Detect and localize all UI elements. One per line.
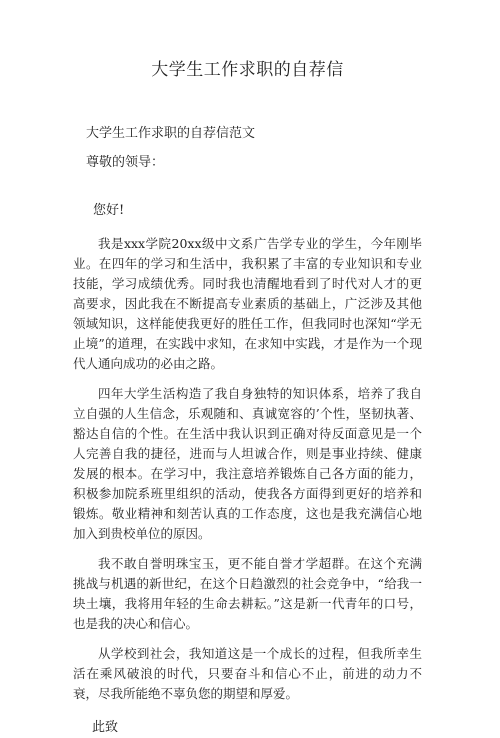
body-paragraph-1: 我是xxx学院20xx级中文系广告学专业的学生，今年刚毕业。在四年的学习和生活中，我积累了丰富的专业知识和专业技能，学习成绩优秀。同时我也清醒地看到了时代对人才的更高要求，因此我在不断提高专业素质的基础上，广泛涉及其他领域知识，这样能使我更好的胜任工作，但我同时也深知“学无止境”的道理，在实践中求知，在求知中实践，才是作为一个现代人通向成功的必由之路。 [73, 236, 422, 371]
body-paragraph-2: 四年大学生活构造了我自身独特的知识体系，培养了我自立自强的人生信念，乐观随和、真诚宽容的’个性，坚韧执著、豁达自信的个性。在生活中我认识到正确对待反面意见是一个人完善自我的捷径，进而与人坦诚合作，则是事业持续、健康发展的根本。在学习中，我注意培养锻炼自己各方面的能力，积极参加院系班里组织的活动，使我各方面得到更好的培养和锻炼。敬业精神和刻苦认真的工作态度，这也是我充满信心地加入到贵校单位的原因。 [73, 386, 422, 541]
letter-closing: 此致 [92, 720, 119, 735]
body-paragraph-4: 从学校到社会，我知道这是一个成长的过程，但我所幸生活在乘风破浪的时代，只要奋斗和信心不止，前进的动力不衰，尽我所能绝不辜负您的期望和厚爱。 [73, 646, 422, 701]
body-paragraph-3: 我不敢自誉明珠宝玉，更不能自誉才学超群。在这个充满挑战与机遇的新世纪，在这个日趋激烈的社会竞争中，“给我一块土壤，我将用年轻的生命去耕耘。”这是新一代青年的口号，也是我的决心和信心。 [73, 556, 422, 631]
letter-subtitle: 大学生工作求职的自荐信范文 [86, 126, 256, 141]
letter-greeting: 您好! [93, 203, 125, 218]
letter-salutation: 尊敬的领导： [86, 155, 165, 170]
page-title: 大学生工作求职的自荐信 [151, 60, 344, 80]
